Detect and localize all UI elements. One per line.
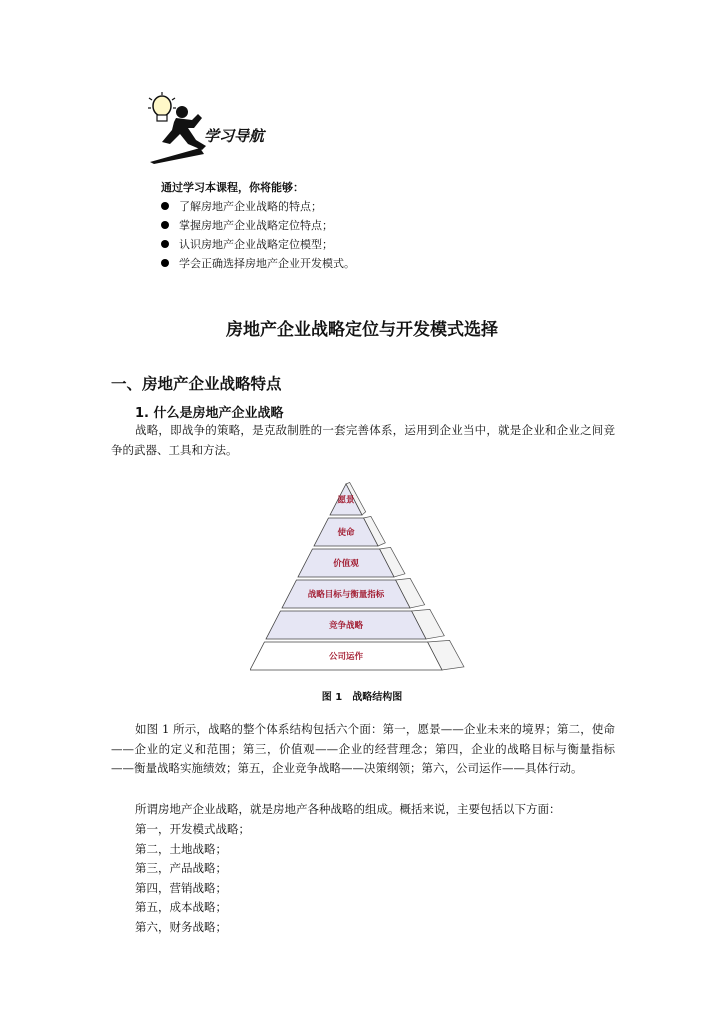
logo-title: 学习导航: [204, 127, 265, 145]
bullet-icon: [161, 221, 169, 229]
objective-item: 认识房地产企业战略定位模型；: [161, 235, 355, 254]
strategy-pyramid: [250, 474, 475, 679]
pyramid-tier-label: 愿景: [337, 495, 355, 506]
learning-objectives: [161, 178, 355, 273]
objective-item: 了解房地产企业战略的特点；: [161, 197, 355, 216]
section-title: 一、房地产企业战略特点: [111, 375, 282, 393]
strategy-list-item: 第三，产品战略；: [135, 861, 227, 875]
paragraph: 所谓房地产企业战略，就是房地产各种战略的组成。概括来说，主要包括以下方面：: [135, 802, 561, 816]
bullet-icon: [161, 259, 169, 267]
strategy-list-item: 第五，成本战略；: [135, 900, 227, 914]
main-title: 房地产企业战略定位与开发模式选择: [226, 320, 498, 340]
paragraph: 如图 1 所示，战略的整个体系结构包括六个面：第一，愿景——企业未来的境界；第二，使命——企业的定义和范围；第三，价值观——企业的经营理念；第四，企业的战略目标与衡量指标——衡量战略实施绩效；第五，企业竞争战略——决策纲领；第六，公司运作——具体行动。: [111, 722, 615, 775]
pyramid-tier-label: 价值观: [333, 559, 359, 569]
strategy-list-item: 第六，财务战略；: [135, 920, 227, 934]
objective-item: 掌握房地产企业战略定位特点；: [161, 216, 355, 235]
pyramid-tier-label: 使命: [337, 528, 355, 538]
pyramid-tier-label: 公司运作: [328, 652, 364, 662]
pyramid-tier-label: 竞争战略: [328, 621, 364, 631]
strategy-list-item: 第一，开发模式战略；: [135, 822, 250, 836]
objectives-heading: 通过学习本课程，你将能够：: [161, 181, 304, 194]
strategy-list-item: 第二，土地战略；: [135, 842, 227, 856]
strategy-list-item: 第四，营销战略；: [135, 881, 227, 895]
pyramid-tier-label: 战略目标与衡量指标: [307, 590, 385, 600]
bullet-icon: [161, 240, 169, 248]
objectives-list: [161, 197, 355, 273]
objective-item: 学会正确选择房地产企业开发模式。: [161, 254, 355, 273]
lightbulb-icon: [148, 92, 176, 121]
bullet-icon: [161, 202, 169, 210]
figure-caption: 图 1 战略结构图: [321, 692, 403, 703]
sub-section-title: 1. 什么是房地产企业战略: [135, 406, 284, 421]
paragraph: 战略，即战争的策略，是克敌制胜的一套完善体系，运用到企业当中，就是企业和企业之间竞争的武器、工具和方法。: [111, 423, 615, 457]
